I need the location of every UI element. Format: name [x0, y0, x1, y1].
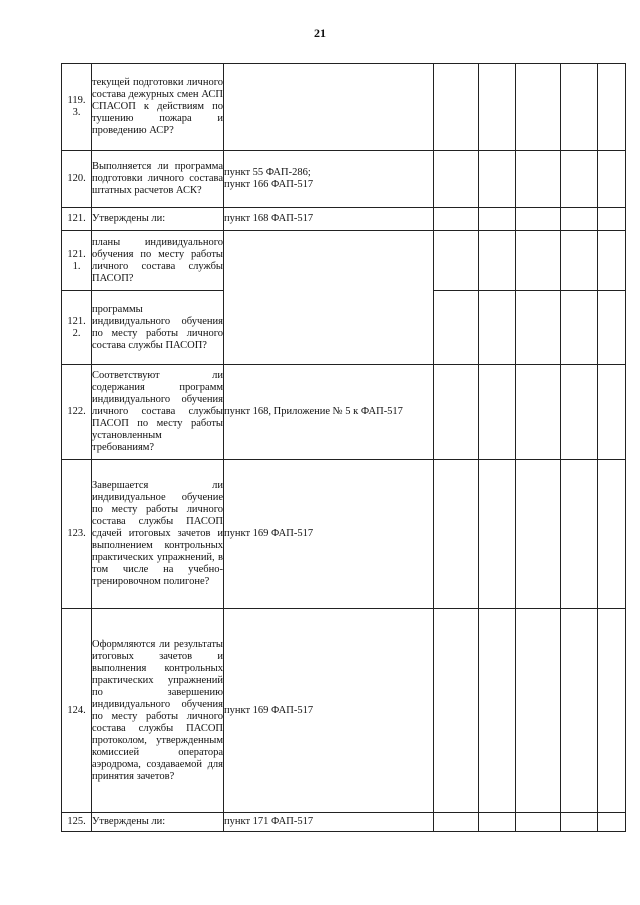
table-row [62, 460, 626, 609]
reference-cell: пункт 171 ФАП-517 [224, 813, 434, 832]
reference-cell: пункт 168, Приложение № 5 к ФАП-517 [224, 365, 434, 460]
reference-cell: пункт 169 ФАП-517 [224, 609, 434, 813]
table-row [62, 151, 626, 208]
answer-cell [516, 151, 561, 208]
answer-cell [561, 231, 598, 291]
answer-cell [479, 208, 516, 231]
answer-cell [561, 151, 598, 208]
item-number: 125. [62, 813, 92, 832]
answer-cell [598, 231, 626, 291]
item-number: 124. [62, 609, 92, 813]
item-number: 123. [62, 460, 92, 609]
answer-cell [434, 64, 479, 151]
answer-cell [434, 208, 479, 231]
table-row [62, 365, 626, 460]
answer-cell [479, 609, 516, 813]
answer-cell [561, 365, 598, 460]
question-text: планы индивидуального обучения по месту работы личного состава службы ПАСОП? [92, 231, 224, 291]
answer-cell [598, 208, 626, 231]
page-margin [0, 890, 640, 905]
answer-cell [561, 460, 598, 609]
answer-cell [479, 365, 516, 460]
reference-cell: пункт 169 ФАП-517 [224, 460, 434, 609]
item-number: 121. 2. [62, 291, 92, 365]
question-text: Оформляются ли результаты итоговых зачетов и выполнения контрольных практических упражнений по завершению индивидуального обучения по месту работы личного состава службы ПАСОП протоколом, утвержденным комиссией оператора аэродрома, создаваемой для принятия зачетов? [92, 609, 224, 813]
page-number: 21 [314, 26, 326, 40]
table-row [62, 208, 626, 231]
checklist-table [61, 63, 626, 832]
answer-cell [516, 460, 561, 609]
question-text: текущей подготовки личного состава дежурных смен АСП СПАСОП к действиям по тушению пожара и проведению АСР? [92, 64, 224, 151]
answer-cell [598, 609, 626, 813]
answer-cell [598, 64, 626, 151]
answer-cell [479, 64, 516, 151]
table-row [62, 609, 626, 813]
item-number: 120. [62, 151, 92, 208]
question-text: программы индивидуального обучения по месту работы личного состава службы ПАСОП? [92, 291, 224, 365]
answer-cell [479, 231, 516, 291]
answer-cell [434, 231, 479, 291]
item-number: 121. 1. [62, 231, 92, 291]
answer-cell [561, 64, 598, 151]
answer-cell [479, 151, 516, 208]
answer-cell [561, 208, 598, 231]
answer-cell [434, 365, 479, 460]
question-text: Завершается ли индивидуальное обучение по месту работы личного состава службы ПАСОП сдачей итоговых зачетов и выполнением контрольных практических упражнений, в том числе на учебно-тренировочном полигоне? [92, 460, 224, 609]
answer-cell [434, 151, 479, 208]
answer-cell [561, 291, 598, 365]
reference-cell: пункт 55 ФАП-286; пункт 166 ФАП-517 [224, 151, 434, 208]
answer-cell [598, 460, 626, 609]
answer-cell [516, 231, 561, 291]
question-text: Соответствуют ли содержания программ индивидуального обучения личного состава службы ПАСОП по месту работы установленным требованиям? [92, 365, 224, 460]
item-number: 122. [62, 365, 92, 460]
answer-cell [479, 460, 516, 609]
answer-cell [598, 813, 626, 832]
answer-cell [479, 813, 516, 832]
table-row [62, 813, 626, 832]
reference-cell: пункт 168 ФАП-517 [224, 208, 434, 231]
answer-cell [561, 609, 598, 813]
item-number: 121. [62, 208, 92, 231]
answer-cell [434, 609, 479, 813]
answer-cell [434, 460, 479, 609]
answer-cell [598, 291, 626, 365]
item-number: 119. 3. [62, 64, 92, 151]
question-text: Утверждены ли: [92, 208, 224, 231]
reference-cell [224, 231, 434, 365]
answer-cell [516, 291, 561, 365]
answer-cell [516, 64, 561, 151]
answer-cell [598, 151, 626, 208]
answer-cell [516, 208, 561, 231]
question-text: Выполняется ли программа подготовки личного состава штатных расчетов АСК? [92, 151, 224, 208]
question-text: Утверждены ли: [92, 813, 224, 832]
answer-cell [598, 365, 626, 460]
answer-cell [561, 813, 598, 832]
answer-cell [434, 813, 479, 832]
answer-cell [516, 813, 561, 832]
answer-cell [434, 291, 479, 365]
table-row [62, 231, 626, 291]
reference-cell [224, 64, 434, 151]
answer-cell [479, 291, 516, 365]
answer-cell [516, 365, 561, 460]
answer-cell [516, 609, 561, 813]
table-row [62, 64, 626, 151]
